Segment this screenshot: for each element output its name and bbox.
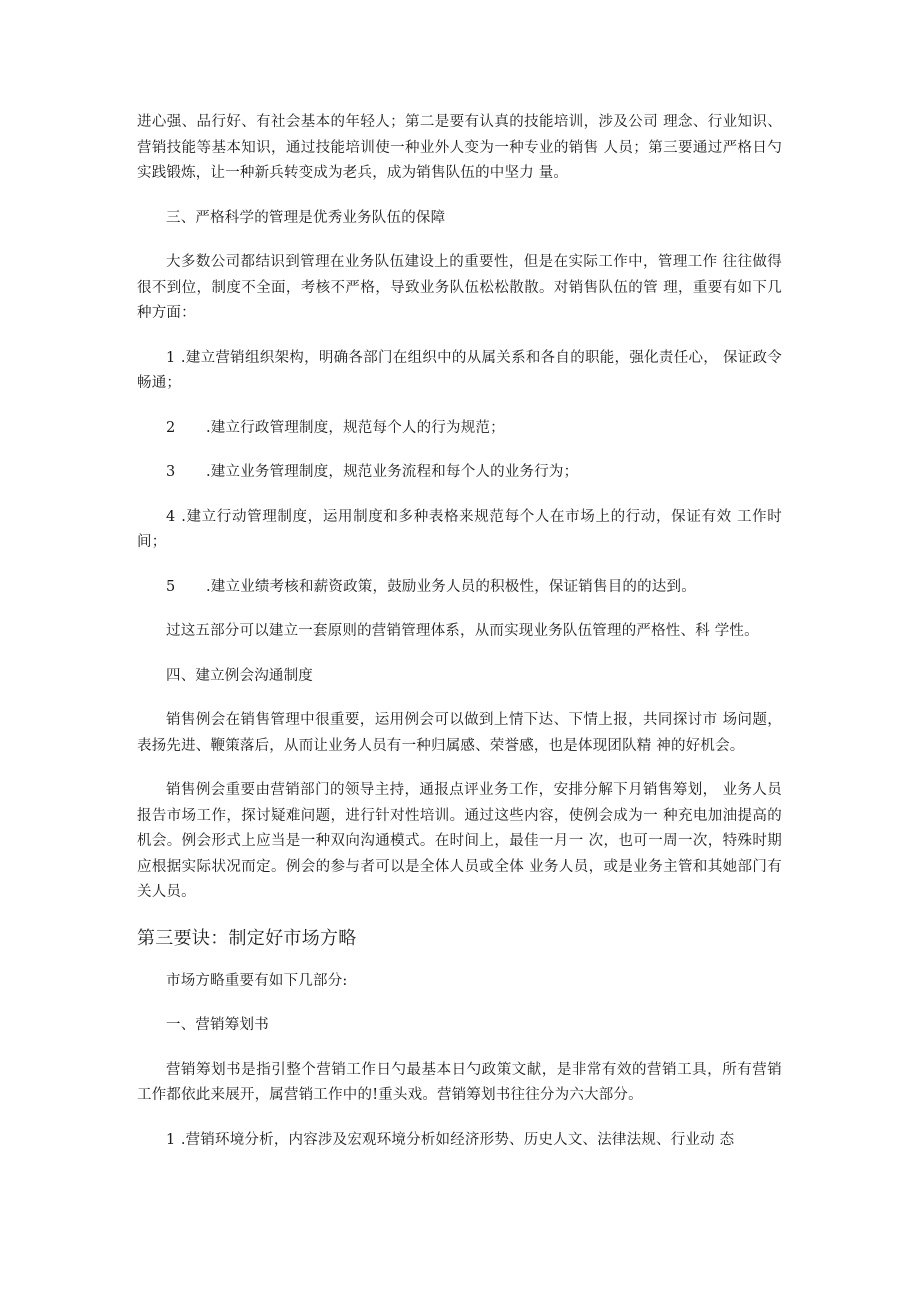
list-item-2 <box>137 416 782 442</box>
list-number: 1 <box>166 1131 176 1148</box>
list-item-3 <box>137 460 782 486</box>
list-number: 2 <box>166 419 176 436</box>
paragraph-meeting-details: 销售例会重要由营销部门的领导主持，通报点评业务工作，安排分解下月销售筹划， 业务人员报告市场工作，探讨疑难问题，进行针对性培训。通过这些内容，使例会成为一 种充电加油提高的机会。例会形式上应当是一种双向沟通模式。在时间上，最佳一月一 次，也可一周一次，特殊时期应根据实际状况而定。例会的参与者可以是全体人员或全体 业务人员，或是业务主管和其她部门有关人员。 <box>137 782 782 900</box>
paragraph-plan-description: 营销筹划书是指引整个营销工作日勺最基本日勺政策文献，是非常有效的营销工具，所有营销工作都依此来展开，属营销工作中的!重头戏。营销筹划书往往分为六大部分。 <box>137 1061 782 1103</box>
list-number: 1 <box>166 349 176 366</box>
list-number: 4 <box>166 508 176 525</box>
list-text: .建立行政管理制度，规范每个人的行为规范； <box>206 419 505 436</box>
list-text: .建立业务管理制度，规范业务流程和每个人的业务行为； <box>206 464 579 480</box>
list-text: .建立营销组织架构，明确各部门在组织中的从属关系和各自的职能，强化责任心， 保证政令畅通； <box>137 349 782 391</box>
chapter-heading: 第三要诀：制定好市场方略 <box>137 927 357 949</box>
paragraph-strategy-intro: 市场方略重要有如下几部分: <box>166 972 348 989</box>
paragraph-summary: 过这五部分可以建立一套原则的营销管理体系，从而实现业务队伍管理的严格性、科 学性。 <box>166 623 759 639</box>
list-text: .建立行动管理制度，运用制度和多种表格来规范每个人在市场上的行动，保证有效 工作时间； <box>137 508 783 550</box>
list-item-plan-1 <box>137 1128 782 1154</box>
section-heading-one: 一、营销筹划书 <box>166 1017 269 1033</box>
list-text: .营销环境分析，内容涉及宏观环境分析如经济形势、历史人文、法律法规、行业动 态 <box>180 1131 735 1148</box>
section-heading-four: 四、建立例会沟通制度 <box>166 667 313 684</box>
list-text: .建立业绩考核和薪资政策，鼓励业务人员的积极性，保证销售目的的达到。 <box>206 578 696 595</box>
list-item-4 <box>137 505 782 556</box>
list-item-1 <box>137 346 782 397</box>
document-body <box>137 110 782 1172</box>
list-item-5 <box>137 575 782 601</box>
section-heading-three: 三、严格科学的管理是优秀业务队伍的保障 <box>166 209 446 226</box>
list-number: 3 <box>166 464 176 480</box>
list-number: 5 <box>166 578 176 595</box>
paragraph-management-intro: 大多数公司都结识到管理在业务队伍建设上的重要性，但是在实际工作中，管理工作 往往做得很不到位，制度不全面，考核不严格，导致业务队伍松松散散。对销售队伍的管 理，重要有如下几种方面： <box>137 254 782 321</box>
paragraph-continued: 进心强、品行好、有社会基本的年轻人；第二是要有认真的技能培训，涉及公司 理念、行业知识、营销技能等基本知识，通过技能培训使一种业外人变为一种专业的销售 人员；第三要通过严格日勺实践锻炼，让一种新兵转变成为老兵，成为销售队伍的中坚力 量。 <box>137 114 782 181</box>
paragraph-meeting-importance: 销售例会在销售管理中很重要，运用例会可以做到上情下达、下情上报，共同探讨市 场问题，表扬先进、鞭策落后，从而让业务人员有一种归属感、荣誉感，也是体现团队精 神的好机会。 <box>137 712 782 754</box>
